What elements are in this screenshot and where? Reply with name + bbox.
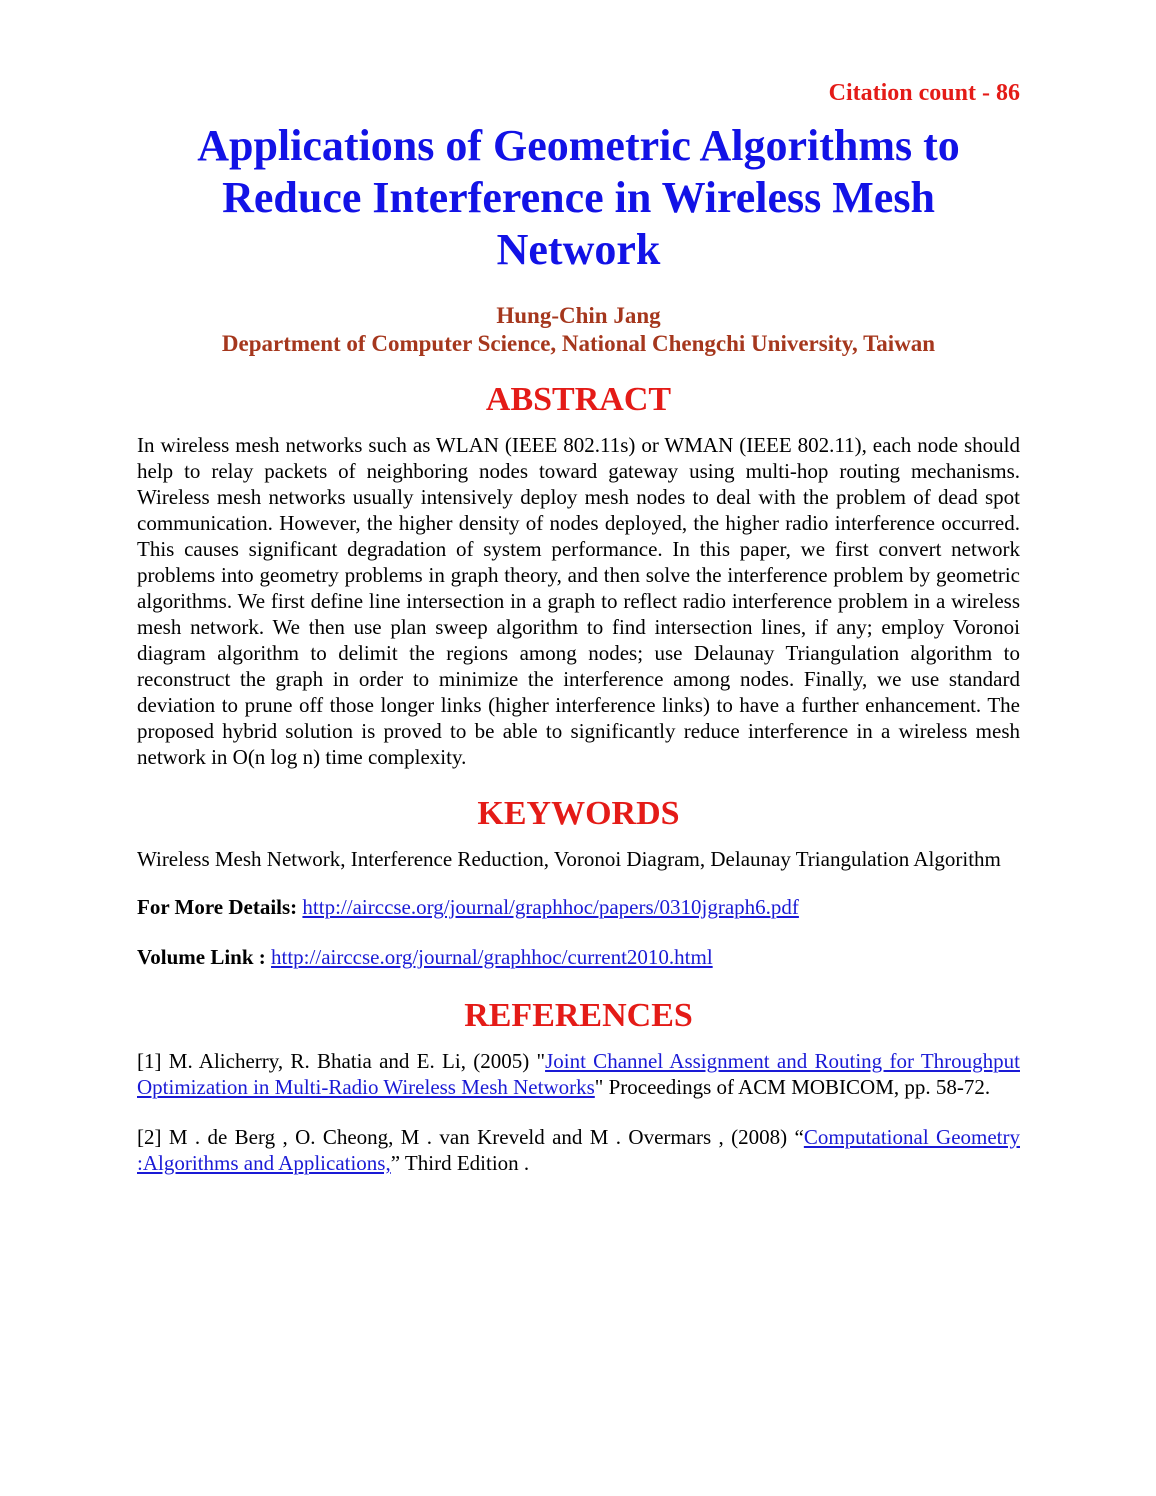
reference-1-suffix: " Proceedings of ACM MOBICOM, pp. 58-72. (594, 1075, 991, 1099)
volume-link[interactable]: http://airccse.org/journal/graphhoc/current2010.html (271, 945, 713, 969)
reference-item-2 (137, 1124, 1020, 1176)
references-heading: REFERENCES (464, 997, 693, 1034)
reference-1-link[interactable]: Joint Channel Assignment and Routing for Throughput Optimization in Multi-Radio Wireless Mesh Networks (137, 1049, 1020, 1099)
author-affiliation: Department of Computer Science, National Chengchi University, Taiwan (221, 331, 936, 356)
reference-1-prefix: [1] M. Alicherry, R. Bhatia and E. Li, (2005) " (137, 1049, 546, 1073)
more-details-line (137, 894, 1020, 920)
title-line-3: Network (496, 225, 661, 274)
paper-page (137, 76, 1020, 1200)
abstract-text: In wireless mesh networks such as WLAN (IEEE 802.11s) or WMAN (IEEE 802.11), each node should help to relay packets of neighboring nodes toward gateway using multi-hop routing mechanisms. Wireless mesh networks usually intensively deploy mesh nodes to deal with the problem of dead spot communication. However, the higher density of nodes deployed, the higher radio interference occurred. This causes significant degradation of system performance. In this paper, we first convert network problems into geometry problems in graph theory, and then solve the interference problem by geometric algorithms. We first define line intersection in a graph to reflect radio interference problem in a wireless mesh network. We then use plan sweep algorithm to find intersection lines, if any; employ Voronoi diagram algorithm to delimit the regions among nodes; use Delaunay Triangulation algorithm to reconstruct the graph in order to minimize the interference among nodes. Finally, we use standard deviation to prune off those longer links (higher interference links) to have a further enhancement. The proposed hybrid solution is proved to be able to significantly reduce interference in a wireless mesh network in O(n log n) time complexity. (137, 433, 1020, 769)
keywords-text: Wireless Mesh Network, Interference Reduction, Voronoi Diagram, Delaunay Triangulation Algorithm (137, 847, 1001, 871)
keywords-heading: KEYWORDS (477, 795, 680, 832)
reference-2-prefix: [2] M . de Berg , O. Cheong, M . van Kreveld and M . Overmars , (2008) “ (137, 1125, 804, 1149)
volume-link-line (137, 944, 1020, 970)
reference-2-link[interactable]: Computational Geometry :Algorithms and Applications, (137, 1125, 1020, 1175)
title-line-2: Reduce Interference in Wireless Mesh (222, 173, 935, 222)
paper-title (137, 120, 1020, 276)
abstract-heading: ABSTRACT (485, 381, 672, 418)
citation-count: Citation count - 86 (828, 80, 1020, 106)
author-name: Hung-Chin Jang (496, 303, 661, 328)
volume-link-label: Volume Link : (137, 945, 266, 969)
reference-2-suffix: ” Third Edition . (390, 1151, 530, 1175)
more-details-label: For More Details: (137, 895, 298, 919)
more-details-link[interactable]: http://airccse.org/journal/graphhoc/papers/0310jgraph6.pdf (302, 895, 799, 919)
title-line-1: Applications of Geometric Algorithms to (197, 121, 960, 170)
reference-item-1 (137, 1048, 1020, 1100)
